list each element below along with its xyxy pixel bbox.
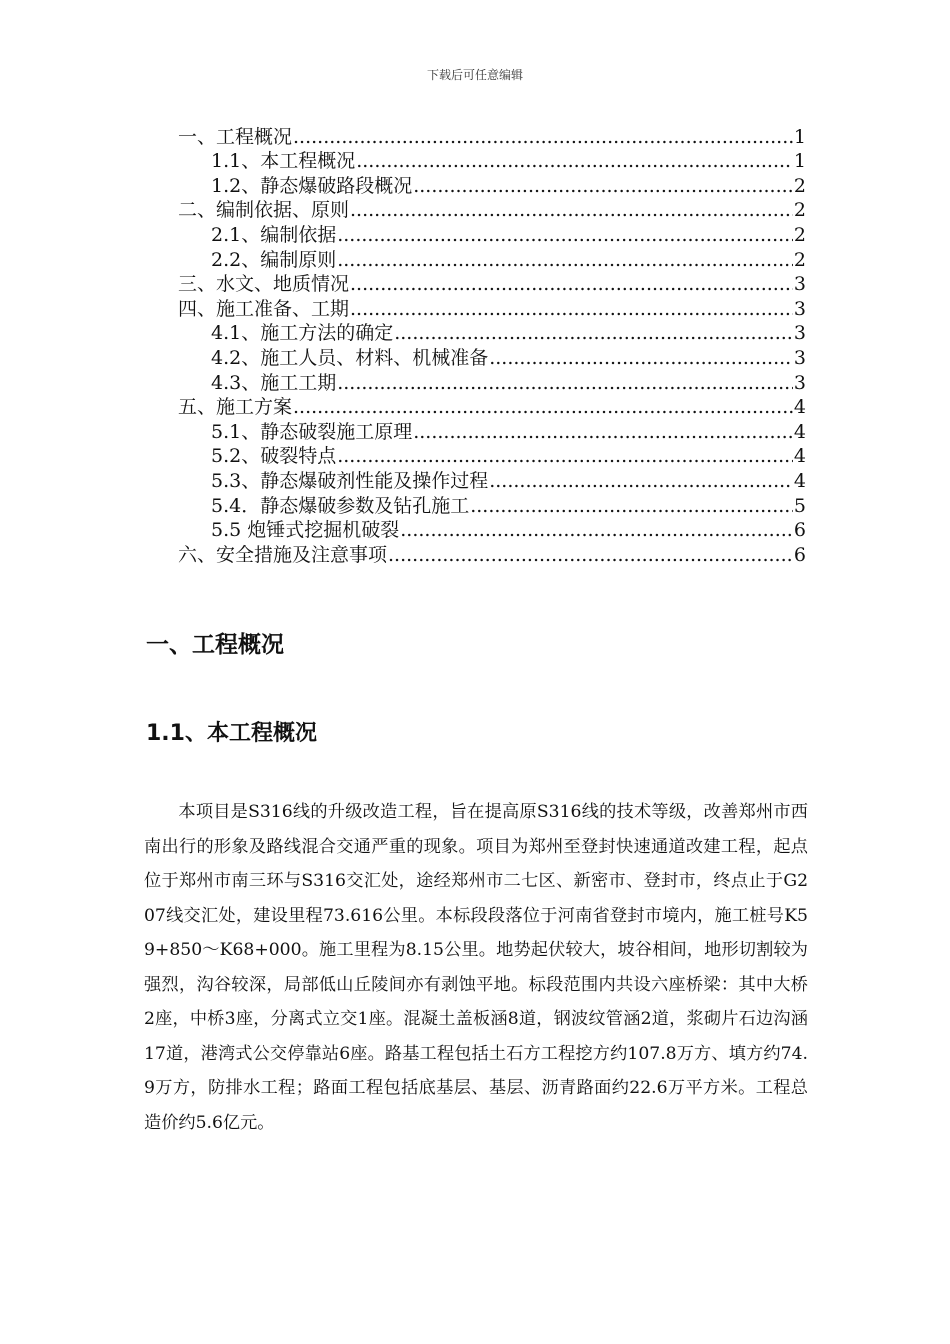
toc-entry-title: 4.1、施工方法的确定 (211, 322, 394, 345)
toc-entry-page: 4 (793, 396, 806, 419)
toc-entry-title: 5.3、静态爆破剂性能及操作过程 (211, 469, 489, 492)
toc-entry-title: 二、编制依据、原则 (178, 199, 350, 222)
toc-leader-dots (337, 223, 793, 247)
toc-entry[interactable] (178, 468, 806, 493)
section-heading: 一、工程概况 (146, 632, 284, 658)
toc-leader-dots (350, 297, 793, 321)
toc-leader-dots (337, 248, 793, 272)
subsection-heading: 1.1、本工程概况 (146, 721, 317, 746)
toc-entry-page: 4 (793, 445, 806, 468)
toc-entry-page: 3 (793, 297, 806, 320)
toc-entry-page: 3 (793, 273, 806, 296)
toc-entry-title: 三、水文、地质情况 (178, 273, 350, 296)
toc-entry-title: 5.1、静态破裂施工原理 (211, 420, 413, 443)
toc-leader-dots (470, 494, 793, 518)
toc-leader-dots (388, 543, 793, 567)
toc-leader-dots (337, 371, 793, 395)
toc-leader-dots (337, 444, 793, 468)
toc-leader-dots (413, 174, 793, 198)
toc-entry-title: 5.2、破裂特点 (211, 445, 337, 468)
toc-entry-title: 五、施工方案 (178, 396, 293, 419)
toc-entry-page: 1 (793, 150, 806, 173)
toc-entry-page: 1 (793, 125, 806, 148)
toc-entry-page: 5 (793, 494, 806, 517)
toc-entry-page: 2 (793, 199, 806, 222)
toc-entry[interactable] (178, 124, 806, 149)
toc-entry[interactable] (178, 173, 806, 198)
toc-entry-page: 3 (793, 322, 806, 345)
toc-entry-title: 4.2、施工人员、材料、机械准备 (211, 346, 489, 369)
toc-entry[interactable] (178, 272, 806, 297)
toc-leader-dots (394, 321, 793, 345)
header-note: 下载后可任意编辑 (426, 68, 523, 82)
toc-entry-title: 4.3、施工工期 (211, 371, 337, 394)
toc-entry[interactable] (178, 444, 806, 469)
toc-entry-page: 6 (793, 519, 806, 542)
toc-entry[interactable] (178, 419, 806, 444)
toc-entry-title: 四、施工准备、工期 (178, 297, 350, 320)
toc-entry-title: 六、安全措施及注意事项 (178, 543, 388, 566)
toc-entry-title: 1.2、静态爆破路段概况 (211, 174, 413, 197)
toc-leader-dots (350, 198, 793, 222)
toc-entry-page: 2 (793, 248, 806, 271)
body-paragraph: 本项目是S316线的升级改造工程，旨在提高原S316线的技术等级，改善郑州市西南出行的形象及路线混合交通严重的现象。项目为郑州至登封快速通道改建工程，起点位于郑州市南三环与S316交汇处，途经郑州市二七区、新密市、登封市，终点止于G207线交汇处，建设里程73.616公里。本标段段落位于河南省登封市境内，施工桩号K59+850～K68+000。施工里程为8.15公里。地势起伏较大，坡谷相间，地形切割较为强烈，沟谷较深，局部低山丘陵间亦有剥蚀平地。标段范围内共设六座桥梁：其中大桥2座，中桥3座，分离式立交1座。混凝土盖板涵8道，钢波纹管涵2道，浆砌片石边沟涵17道，港湾式公交停靠站6座。路基工程包括土石方工程挖方约107.8万方、填方约74.9万方，防排水工程；路面工程包括底基层、基层、沥青路面约22.6万平方米。工程总造价约5.6亿元。 (144, 802, 808, 1133)
toc-entry-page: 3 (793, 346, 806, 369)
toc-entry-page: 2 (793, 223, 806, 246)
toc-leader-dots (413, 420, 793, 444)
table-of-contents (178, 124, 806, 567)
toc-entry-title: 2.1、编制依据 (211, 223, 337, 246)
toc-entry[interactable] (178, 247, 806, 272)
toc-entry[interactable] (178, 370, 806, 395)
toc-entry[interactable] (178, 149, 806, 174)
toc-entry-page: 4 (793, 469, 806, 492)
toc-entry-page: 6 (793, 543, 806, 566)
toc-entry-page: 4 (793, 420, 806, 443)
toc-leader-dots (350, 272, 793, 296)
toc-entry[interactable] (178, 198, 806, 223)
toc-leader-dots (356, 149, 793, 173)
toc-leader-dots (293, 125, 793, 149)
toc-entry-title: 一、工程概况 (178, 125, 293, 148)
toc-entry[interactable] (178, 296, 806, 321)
toc-entry[interactable] (178, 518, 806, 543)
toc-entry[interactable] (178, 493, 806, 518)
toc-entry[interactable] (178, 345, 806, 370)
toc-leader-dots (400, 518, 793, 542)
toc-entry-page: 3 (793, 371, 806, 394)
toc-entry[interactable] (178, 542, 806, 567)
toc-entry-title: 2.2、编制原则 (211, 248, 337, 271)
toc-entry-title: 1.1、本工程概况 (211, 150, 356, 173)
toc-entry-title: 5.5 炮锤式挖掘机破裂 (211, 519, 400, 542)
toc-leader-dots (489, 469, 793, 493)
toc-entry-page: 2 (793, 174, 806, 197)
toc-leader-dots (489, 346, 793, 370)
toc-entry[interactable] (178, 321, 806, 346)
toc-entry[interactable] (178, 222, 806, 247)
toc-entry[interactable] (178, 395, 806, 420)
toc-entry-title: 5.4．静态爆破参数及钻孔施工 (211, 494, 470, 517)
toc-leader-dots (293, 395, 793, 419)
